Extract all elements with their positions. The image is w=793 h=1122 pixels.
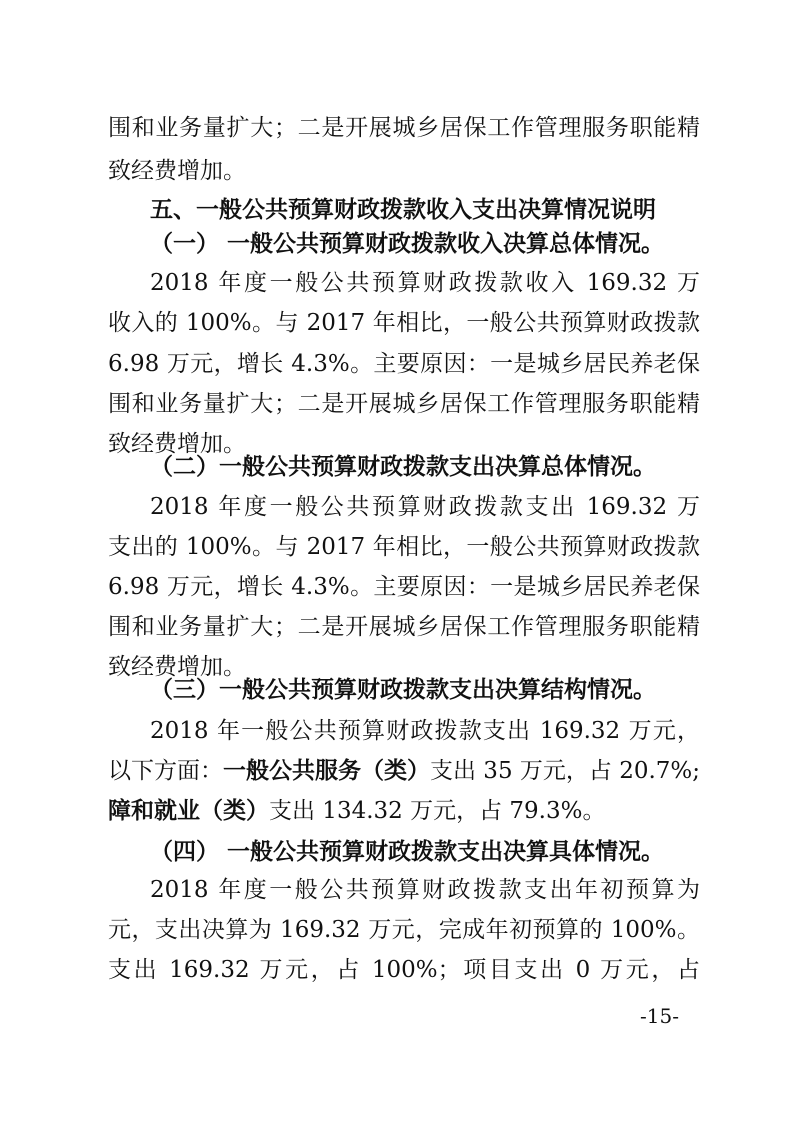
text-segment: 以下方面：	[108, 758, 223, 784]
text-line	[108, 796, 700, 826]
text-segment: 元，支出决算为 169.32 万元，完成年初预算的 100%。	[108, 917, 700, 943]
text-line	[150, 268, 700, 298]
text-line	[108, 389, 700, 419]
text-segment: 支出 169.32 万元，占 100%；项目支出 0 万元，占	[108, 957, 700, 983]
text-segment: （一） 一般公共预算财政拨款收入决算总体情况。	[150, 230, 665, 257]
text-segment: 6.98 万元，增长 4.3%。主要原因：一是城乡居民养老保	[108, 351, 700, 377]
text-segment: 围和业务量扩大；二是开展城乡居保工作管理服务职能精	[108, 115, 700, 141]
section-heading	[150, 195, 700, 225]
text-line	[108, 612, 700, 642]
text-segment: 2018 年度一般公共预算财政拨款支出年初预算为	[150, 877, 700, 903]
text-line	[108, 113, 700, 143]
page-number: -15-	[640, 1004, 679, 1028]
text-line	[108, 349, 700, 379]
text-segment: 致经费增加。	[108, 654, 246, 680]
section-heading	[150, 675, 700, 705]
text-segment: 收入的 100%。与 2017 年相比，一般公共预算财政拨款	[108, 310, 700, 336]
text-segment: 2018 年度一般公共预算财政拨款支出 169.32 万	[150, 494, 700, 520]
text-line	[108, 756, 700, 786]
text-segment: 支出的 100%。与 2017 年相比，一般公共预算财政拨款	[108, 534, 700, 560]
text-line	[150, 716, 700, 746]
text-segment: 2018 年一般公共预算财政拨款支出 169.32 万元，	[150, 718, 700, 744]
text-segment: 致经费增加。	[108, 158, 246, 184]
text-line	[150, 875, 700, 905]
bold-text: 一般公共服务（类）	[223, 757, 430, 784]
text-line	[150, 492, 700, 522]
text-segment: 2018 年度一般公共预算财政拨款收入 169.32 万	[150, 270, 700, 296]
text-segment: 五、一般公共预算财政拨款收入支出决算情况说明	[150, 196, 656, 223]
text-line	[108, 572, 700, 602]
text-segment: 围和业务量扩大；二是开展城乡居保工作管理服务职能精	[108, 391, 700, 417]
text-line	[108, 532, 700, 562]
text-segment: 围和业务量扩大；二是开展城乡居保工作管理服务职能精	[108, 614, 700, 640]
text-segment: （四） 一般公共预算财政拨款支出决算具体情况。	[150, 838, 665, 865]
text-segment: （三）一般公共预算财政拨款支出决算结构情况。	[150, 676, 656, 703]
text-segment: （二）一般公共预算财政拨款支出决算总体情况。	[150, 453, 656, 480]
text-line	[108, 955, 700, 985]
text-segment: 致经费增加。	[108, 431, 246, 457]
section-heading	[150, 229, 700, 259]
text-segment: 支出 134.32 万元，占 79.3%。	[269, 798, 606, 824]
section-heading	[150, 452, 700, 482]
text-line	[108, 156, 700, 186]
text-line	[108, 308, 700, 338]
text-segment: 6.98 万元，增长 4.3%。主要原因：一是城乡居民养老保	[108, 574, 700, 600]
text-line	[108, 915, 700, 945]
text-segment: 支出 35 万元，占 20.7%;	[430, 758, 700, 784]
section-heading	[150, 837, 700, 867]
bold-text: 障和就业（类）	[108, 797, 269, 824]
